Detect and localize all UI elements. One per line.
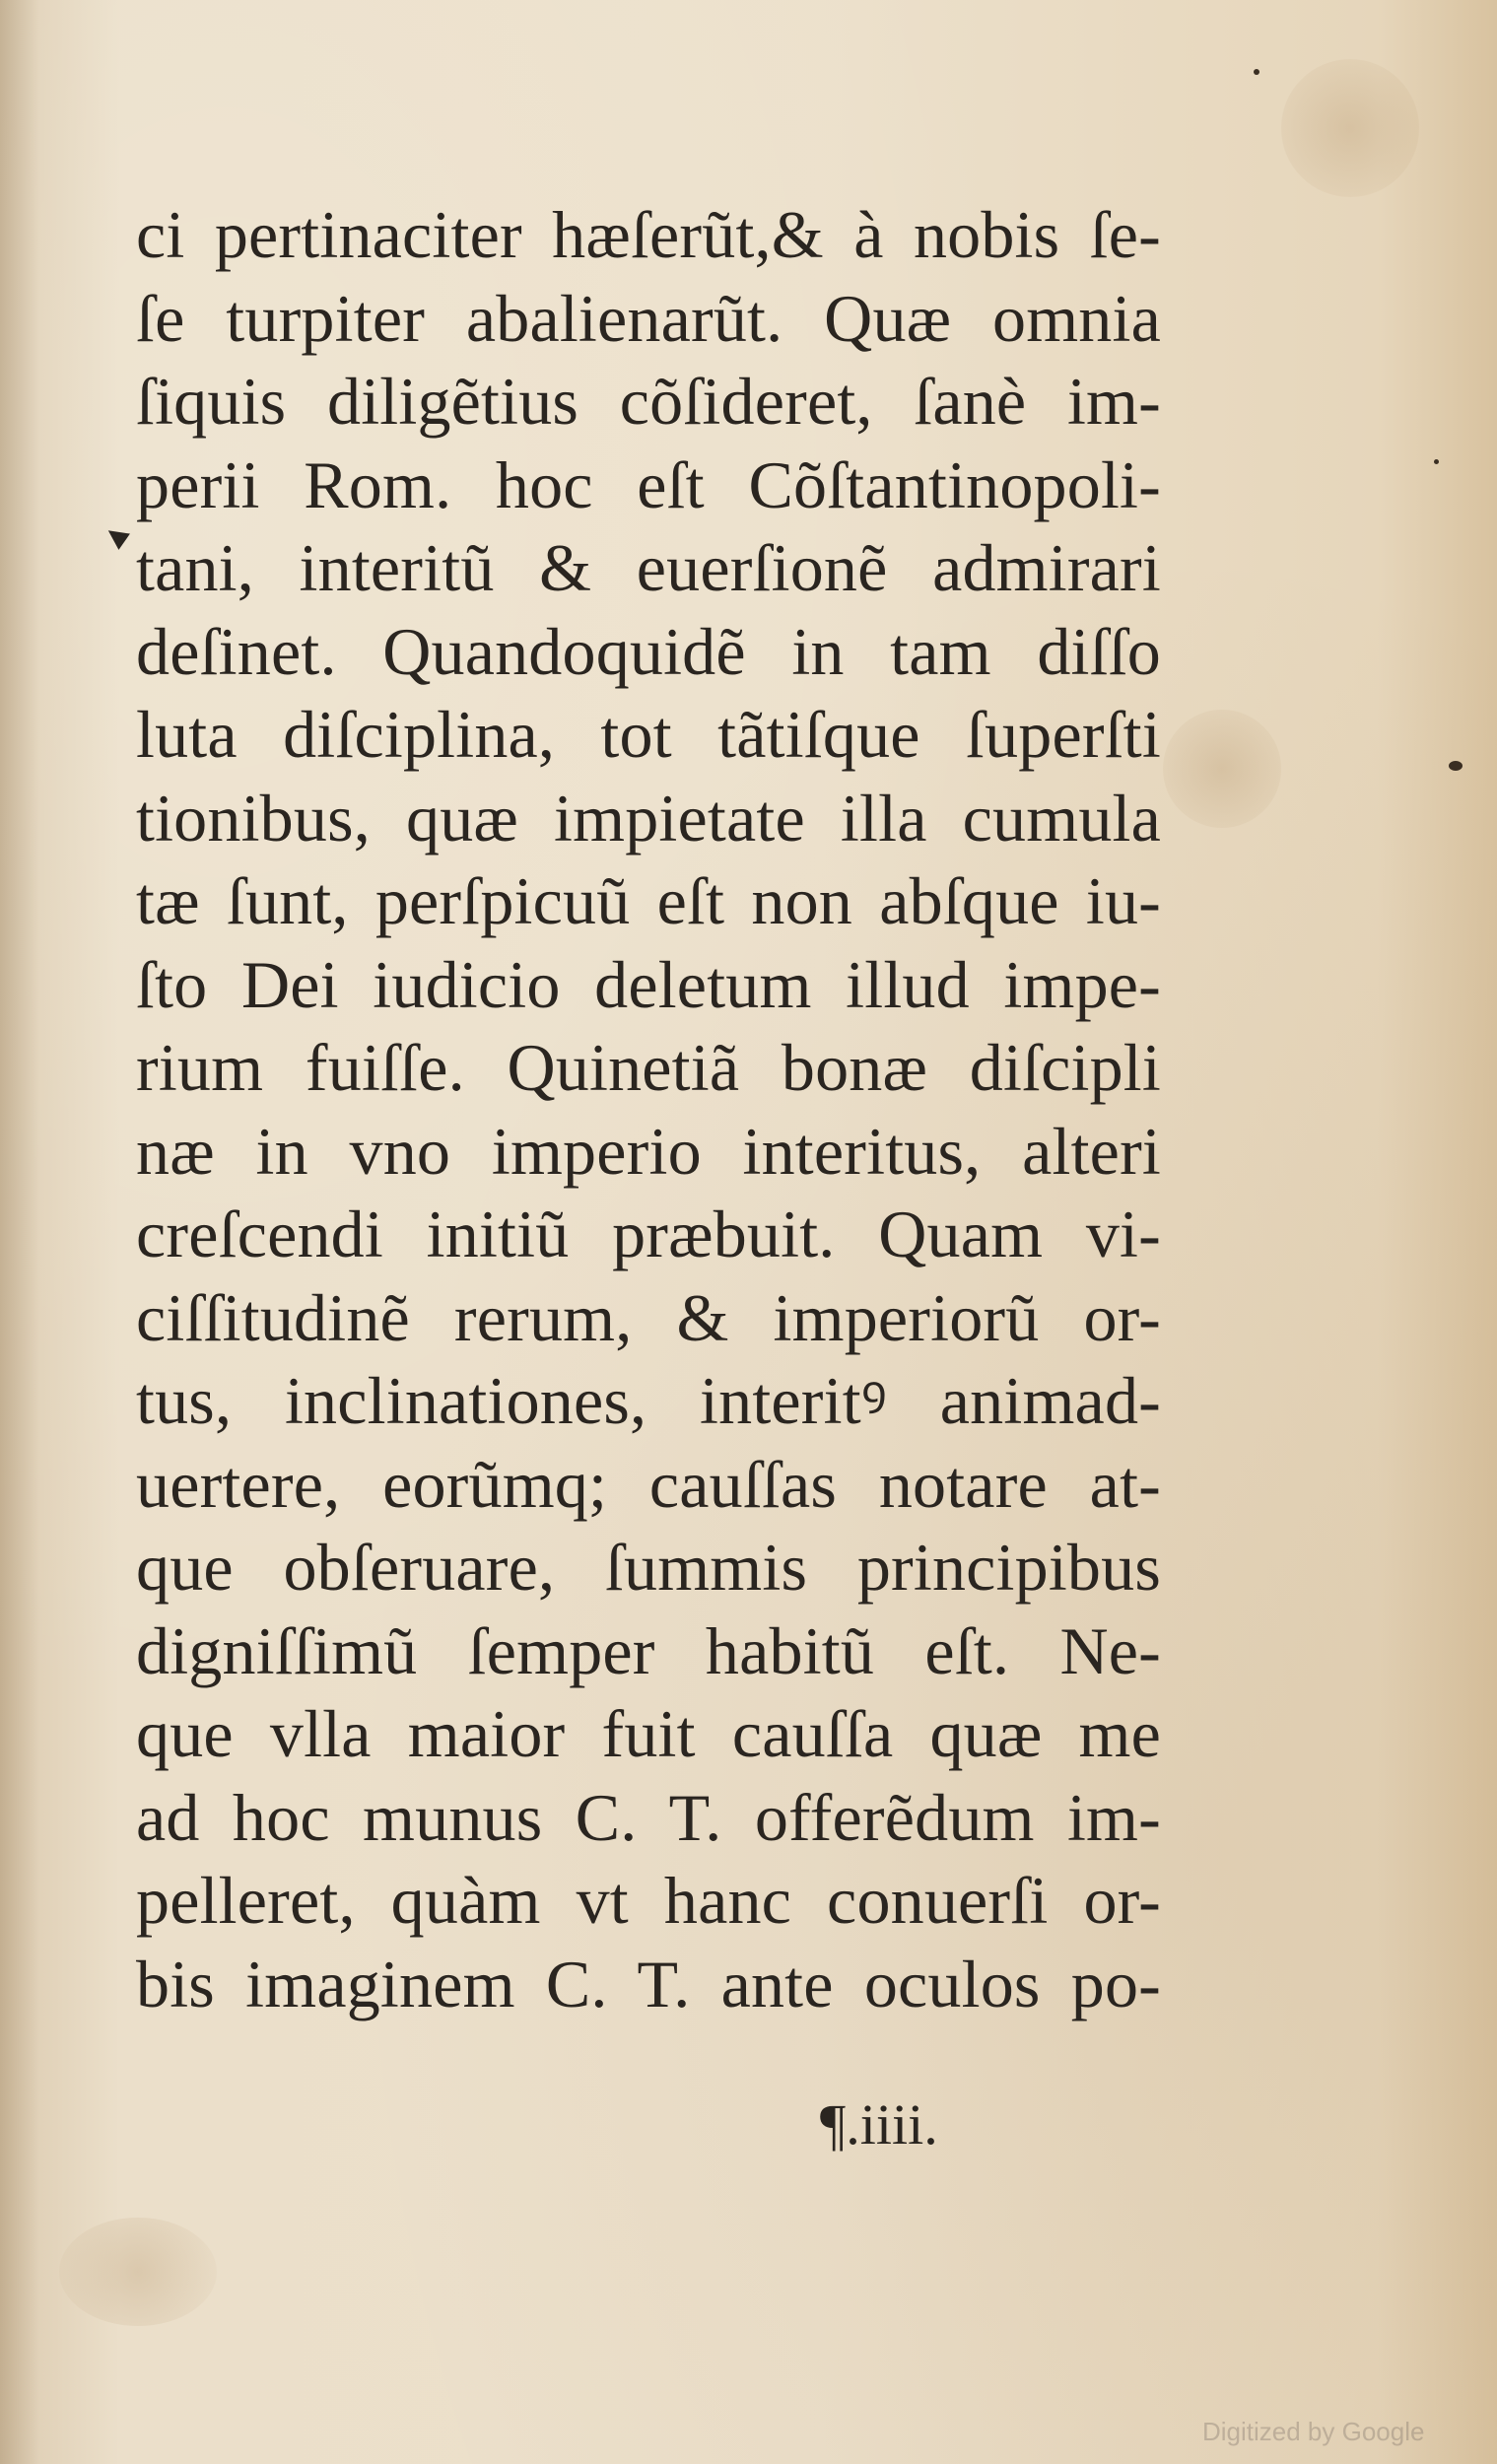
text-line: creſcendi initiũ præbuit. Quam vi-	[136, 1197, 1161, 1271]
ink-speck	[1254, 69, 1259, 75]
text-line: ad hoc munus C. T. offerẽdum im-	[136, 1779, 1161, 1855]
text-line: digniſſimũ ſemper habitũ eſt. Ne-	[136, 1612, 1161, 1688]
text-line: rium fuiſſe. Quinetiã bonæ diſcipli	[136, 1030, 1161, 1105]
body-text	[136, 193, 1161, 2025]
text-line: tionibus, quæ impietate illa cumula	[136, 780, 1161, 856]
page-edge-shadow	[0, 0, 39, 2464]
text-line: ſto Dei iudicio deletum illud impe-	[136, 946, 1161, 1022]
text-line: que vlla maior fuit cauſſa quæ me	[136, 1696, 1161, 1771]
paper-stain	[1163, 710, 1281, 828]
text-line: uertere, eorũmq; cauſſas notare at-	[136, 1446, 1161, 1522]
ink-speck	[1434, 459, 1439, 464]
ink-speck	[1449, 761, 1463, 771]
paper-stain	[1281, 59, 1419, 197]
paper-stain	[59, 2218, 217, 2326]
margin-pointer-mark	[102, 522, 130, 550]
text-line: deſinet. Quandoquidẽ in tam diſſo	[136, 613, 1161, 689]
text-line: ciſſitudinẽ rerum, & imperiorũ or-	[136, 1279, 1161, 1355]
digitization-watermark: Digitized by Google	[1202, 2417, 1425, 2446]
text-line: tus, inclinationes, interitꝰ animad-	[136, 1363, 1161, 1438]
text-line: ſe turpiter abalienarũt. Quæ omnia	[136, 280, 1161, 356]
text-line: ſiquis diligẽtius cõſideret, ſanè im-	[136, 364, 1161, 439]
text-line: luta diſciplina, tot tãtiſque ſuperſti	[136, 697, 1161, 772]
text-line: pelleret, quàm vt hanc conuerſi or-	[136, 1863, 1161, 1938]
text-line: que obſeruare, ſummis principibus	[136, 1530, 1161, 1605]
text-line: ci pertinaciter hæſerũt,& à nobis ſe-	[136, 197, 1161, 272]
text-line: tæ ſunt, perſpicuũ eſt non abſque iu-	[136, 863, 1161, 938]
text-line: næ in vno imperio interitus, alteri	[136, 1113, 1161, 1189]
text-line: bis imaginem C. T. ante oculos po-	[136, 1946, 1161, 2021]
text-line: tani, interitũ & euerſionẽ admirari	[136, 530, 1161, 605]
signature-mark: ¶.iiii.	[820, 2092, 938, 2156]
text-line: perii Rom. hoc eſt Cõſtantinopoli-	[136, 446, 1161, 522]
